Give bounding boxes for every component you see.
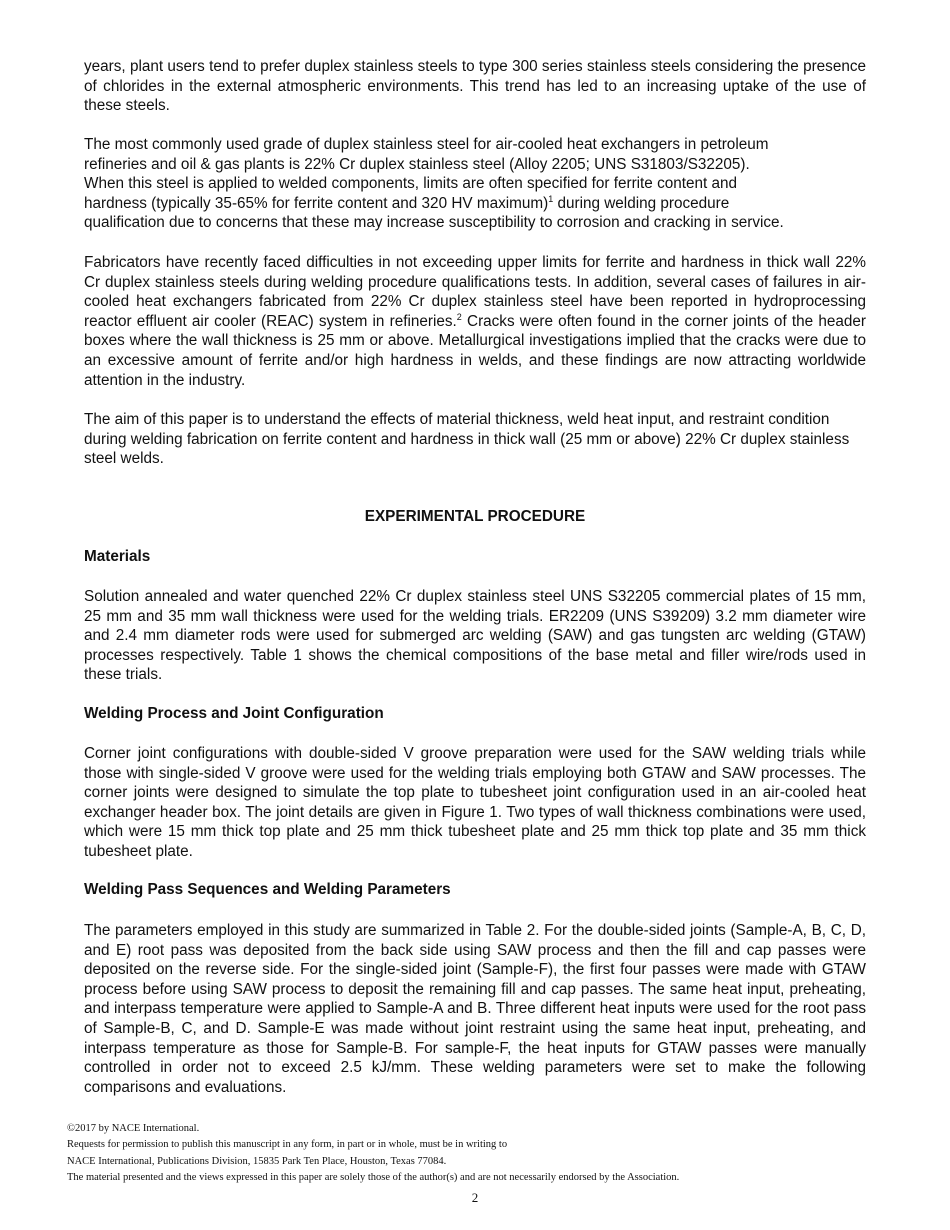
paragraph-text <box>84 253 866 390</box>
paragraph-joint <box>84 744 866 862</box>
subsection-heading-materials: Materials <box>84 548 151 565</box>
paragraph-text: The aim of this paper is to understand the effects of material thickness, weld heat input, and restraint condition during welding fabrication on ferrite content and hardness in thick wall (25 mm or above) 22% Cr duplex stainless steel welds. <box>84 411 850 468</box>
paragraph-text: Solution annealed and water quenched 22% Cr duplex stainless steel UNS S32205 commercial plates of 15 mm, 25 mm and 35 mm wall thickness were used for the welding trials. ER2209 (UNS S39209) 3.2 mm diameter wire and 2.4 mm diameter rods were used for submerged arc welding (SAW) and gas tungsten arc welding (GTAW) processes respectively. Table 1 shows the chemical compositions of the base metal and filler wire/rods used in these trials. <box>84 588 866 684</box>
reference-superscript: 2 <box>456 311 462 322</box>
subsection-heading-joint: Welding Process and Joint Configuration <box>84 705 384 722</box>
page-footer <box>67 1121 887 1186</box>
reference-superscript: 1 <box>548 193 554 204</box>
paragraph-line: When this steel is applied to welded components, limits are often specified for ferrite content and <box>84 175 738 193</box>
footer-copyright: ©2017 by NACE International. <box>67 1123 200 1134</box>
paragraph-line <box>84 194 866 214</box>
paragraph-line-text: during welding procedure <box>553 194 730 212</box>
footer-permission: Requests for permission to publish this manuscript in any form, in part or in whole, must be in writing to <box>67 1139 508 1151</box>
paragraph-pass <box>84 921 866 1097</box>
page-number: 2 <box>471 1190 479 1205</box>
paragraph-materials <box>84 587 866 685</box>
footer-disclaimer: The material presented and the views expressed in this paper are solely those of the author(s) and are not necessarily endorsed by the Association. <box>67 1171 680 1183</box>
paragraph-line-text: hardness (typically 35-65% for ferrite content and 320 HV maximum) <box>84 194 549 212</box>
footer-address: NACE International, Publications Division, 15835 Park Ten Place, Houston, Texas 77084. <box>67 1155 447 1167</box>
paragraph-common-grade <box>84 135 866 233</box>
section-title: EXPERIMENTAL PROCEDURE <box>364 508 586 525</box>
paragraph-line: qualification due to concerns that these may increase susceptibility to corrosion and cracking in service. <box>84 214 784 232</box>
paragraph-aim <box>84 410 866 469</box>
paragraph-text-part: Cracks were often found in the corner joints of the header boxes where the wall thickness is 25 mm or above. Metallurgical investigations implied that the cracks were due to an excessive amount of ferrite and/or high hardness in welds, and these findings are now attracting worldwide attention in the industry. <box>84 312 866 389</box>
paragraph-text: The parameters employed in this study are summarized in Table 2. For the double-sided joints (Sample-A, B, C, D, and E) root pass was deposited from the back side using SAW process and then the fill and cap passes were deposited on the reverse side. For the single-sided joint (Sample-F), the first four passes were made with GTAW process before using SAW process to deposit the remaining fill and cap passes. The same heat input, preheating, and interpass temperature were applied to Sample-A and B. Three different heat inputs were used for the root pass of Sample-B, C, and D. Sample-E was made without joint restraint using the same heat input, preheating, and interpass temperature as those for Sample-B. For sample-F, the heat inputs for GTAW passes were manually controlled in order not to exceed 2.5 kJ/mm. These welding parameters were set to make the following comparisons and evaluations. <box>84 922 866 1096</box>
subsection-heading-pass: Welding Pass Sequences and Welding Parameters <box>84 881 451 898</box>
paragraph-text: Corner joint configurations with double-sided V groove preparation were used for the SAW welding trials while those with single-sided V groove were used for the welding trials employing both GTAW and SAW processes. The corner joints were designed to simulate the top plate to tubesheet joint configuration used in an air-cooled heat exchanger header box. The joint details are given in Figure 1. Two types of wall thickness combinations were used, which were 15 mm thick top plate and 25 mm thick tubesheet plate and 25 mm thick top plate and 35 mm thick tubesheet plate. <box>84 745 866 860</box>
paragraph-fabricators <box>84 253 866 390</box>
paragraph-text-part: Fabricators have recently faced difficulties in not exceeding upper limits for ferrite and hardness in thick wall 22% Cr duplex stainless steels during welding procedure qualifications tests. In addition, several cases of failures in air-cooled heat exchangers fabricated from 22% Cr duplex stainless steel have been reported in hydroprocessing reactor effluent air cooler (REAC) system in refineries. <box>84 254 866 330</box>
paragraph-line: The most commonly used grade of duplex stainless steel for air-cooled heat exchangers in petroleum <box>84 136 769 153</box>
paragraph-text: years, plant users tend to prefer duplex stainless steels to type 300 series stainless steels considering the presence of chlorides in the external atmospheric environments. This trend has led to an increasing uptake of the use of these steels. <box>84 58 866 115</box>
paragraph-line: refineries and oil & gas plants is 22% Cr duplex stainless steel (Alloy 2205; UNS S31803/S32205). <box>84 155 750 173</box>
paragraph-intro-continuation <box>84 57 866 116</box>
